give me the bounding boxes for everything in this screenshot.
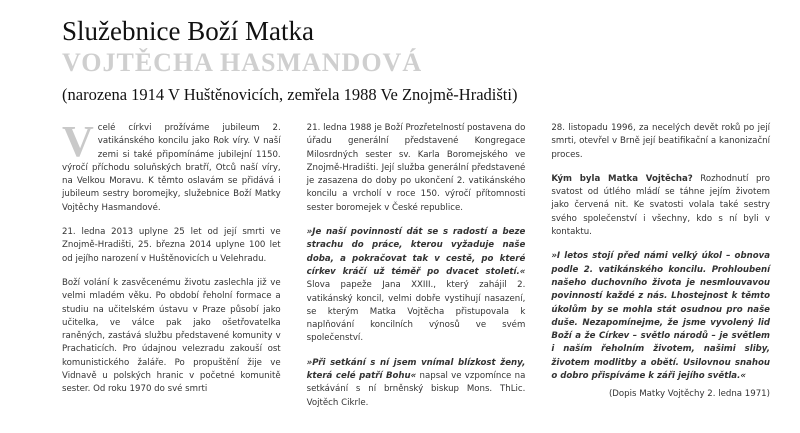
column-2 (307, 122, 526, 421)
col2-paragraph-2 (307, 226, 526, 346)
papal-quote: »Je naší povinností dát se s radostí a beze strachu do práce, kterou vyžaduje naše doba, a pokračovat tak v cestě, po které církev kráčí už téměř po dvacet století.« (306, 227, 526, 277)
column-1 (62, 117, 281, 421)
col3-paragraph-1: 28. listopadu 1996, za necelých devět roků po její smrti, otevřel v Brně její beatifikační a kanonizační proces. (551, 123, 771, 160)
col3-paragraph-2 (551, 173, 770, 239)
col1-paragraph-1 (62, 117, 281, 215)
letter-quote: »I letos stojí před námi velký úkol – obnova podle 2. vatikánského koncilu. Prohloubení našeho duchovního života je nesmlouvavou povinností každé z nás. Lhostejnost k těmto úkolům by se mohla stát osudnou pro naše duše. Nezapomínejme, že jsme vyvolený lid Boží a že Církev – světlo národů – je světlem i naším řeholním životem, našimi sliby, životem modlitby a obětí. Usilovnou snahou o dobro přispíváme k záři jejího světla.« (551, 251, 771, 382)
col2-paragraph-1: 21. ledna 1988 je Boží Prozřetelností postavena do úřadu generální představené Kongregace Milosrdných sester sv. Karla Boromejského ve Znojmě-Hradišti. Její služba generální představené je zasazena do doby po ukončení 2. vatikánského koncilu a vrcholí v roce 150. výročí přítomnosti sester boromejek v České republice. (306, 123, 526, 213)
birth-death-line: (narozena 1914 V Huštěnovicích, zemřela 1988 Ve Znojmě-Hradišti) (62, 85, 518, 104)
drop-cap: V (62, 117, 94, 166)
column-3 (551, 122, 770, 421)
col1-paragraph-1-text: celé církvi prožíváme jubileum 2. vatikánského koncilu jako Rok víry. V naší zemi si také připomínáme jubilejní 1150. výročí příchodu soluňských bratří, Otců naší víry, na Velkou Moravu. K těmto oslavám se přidává i jubileum sestry boromejky, služebnice Boží Matky Vojtěchy Hasmandové. (62, 123, 281, 213)
col2-paragraph-3-text: napsal ve vzpomínce na setkávání s ní brněnský biskup Mons. ThLic. Vojtěch Cikrle. (306, 371, 526, 408)
bishop-quote: »Při setkání s ní jsem vnímal blízkost ženy, která celé patří Bohu« (306, 357, 526, 382)
col1-paragraph-2: 21. ledna 2013 uplyne 25 let od její smrti ve Znojmě-Hradišti, 25. března 2014 uplyne 100 let od jejího narození v Huštěnovicích u Velehradu. (62, 227, 281, 264)
col2-paragraph-2-text: Slova papeže Jana XXIII., který zahájil 2. vatikánský koncil, velmi dobře vystihují nasazení, se kterým Matka Vojtěcha přistupovala k naplňování koncilních výnosů ve svém společenství. (306, 280, 526, 344)
article-title: Služebnice Boží Matka (62, 16, 314, 46)
letter-citation: (Dopis Matky Vojtěchy 2. ledna 1971) (608, 389, 771, 400)
col3-paragraph-2-text: Rozhodnutí pro svatost od útlého mládí se táhne jejím životem jako červená nit. Ke svatosti volala také sestry svého společenství i všechny, kdo s ní byli v kontaktu. (551, 173, 771, 238)
col1-paragraph-3: Boží volání k zasvěcenému životu zaslechla již ve velmi mladém věku. Po období řeholní formace a studiu na učitelském ústavu v Praze působí jako učitelka, ve válce pak jako ošetřovatelka raněných, zastává službu představené komunity v Prachaticích. Pro údajnou velezradu zakouší ost komunistického žaláře. Po propuštění žije ve Vidnavě u polských hranic v početné komunitě sester. Od roku 1970 do své smrti (62, 277, 281, 395)
article-subtitle: VOJTĚCHA HASMANDOVÁ (62, 48, 423, 77)
col2-paragraph-3 (307, 357, 526, 410)
section-question: Kým byla Matka Vojtěcha? (551, 173, 693, 184)
article-columns (62, 117, 771, 421)
